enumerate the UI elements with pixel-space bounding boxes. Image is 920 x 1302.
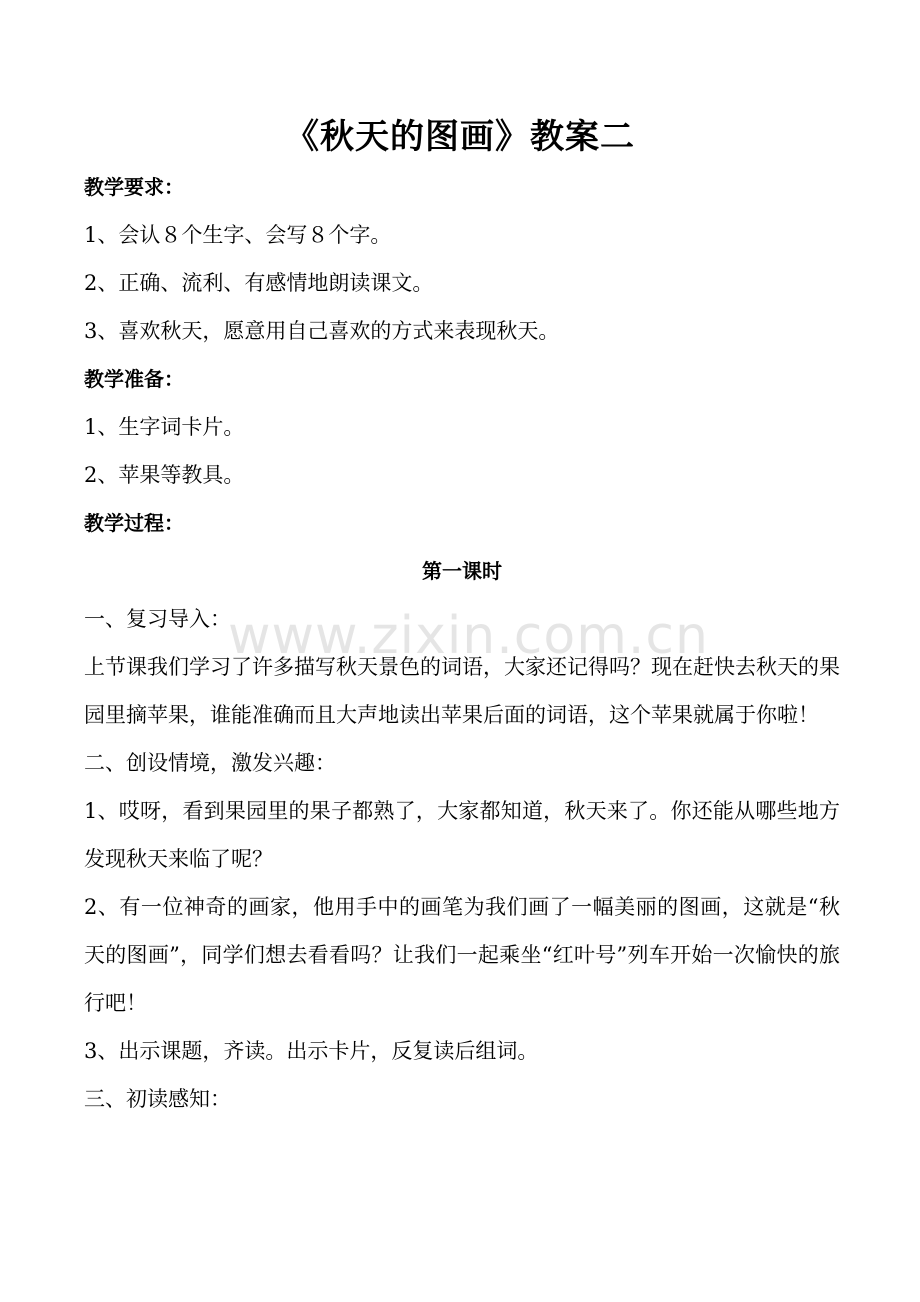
document-body (84, 163, 840, 1123)
step2-item: 1、哎呀，看到果园里的果子都熟了，大家都知道，秋天来了。你还能从哪些地方发现秋天来临了呢？ (84, 799, 840, 871)
step2-item: 2、有一位神奇的画家，他用手中的画笔为我们画了一幅美丽的图画，这就是“秋天的图画”，同学们想去看看吗？让我们一起乘坐“红叶号”列车开始一次愉快的旅行吧！ (84, 895, 840, 1015)
requirement-item: 2、正确、流利、有感情地朗读课文。 (84, 271, 434, 295)
step2-item: 3、出示课题，齐读。出示卡片，反复读后组词。 (84, 1039, 539, 1063)
preparation-item: 2、苹果等教具。 (84, 463, 245, 487)
page-title: 《秋天的图画》教案二 (285, 117, 635, 157)
step1-paragraph: 上节课我们学习了许多描写秋天景色的词语，大家还记得吗？现在赶快去秋天的果园里摘苹果，谁能准确而且大声地读出苹果后面的词语，这个苹果就属于你啦！ (84, 655, 840, 727)
watermark: www.zixin.com.cn (228, 606, 709, 666)
process-heading: 教学过程： (84, 511, 184, 535)
preparation-heading: 教学准备： (84, 367, 184, 391)
lesson-title: 第一课时 (422, 559, 502, 583)
step1-heading: 一、复习导入： (84, 607, 231, 631)
preparation-item: 1、生字词卡片。 (84, 415, 245, 439)
requirements-heading: 教学要求： (84, 175, 184, 199)
requirement-item: 3、喜欢秋天，愿意用自己喜欢的方式来表现秋天。 (84, 319, 560, 343)
requirement-item: 1、会认８个生字、会写８个字。 (84, 223, 392, 247)
step3-heading: 三、初读感知： (84, 1087, 231, 1111)
step2-heading: 二、创设情境，激发兴趣： (84, 751, 336, 775)
